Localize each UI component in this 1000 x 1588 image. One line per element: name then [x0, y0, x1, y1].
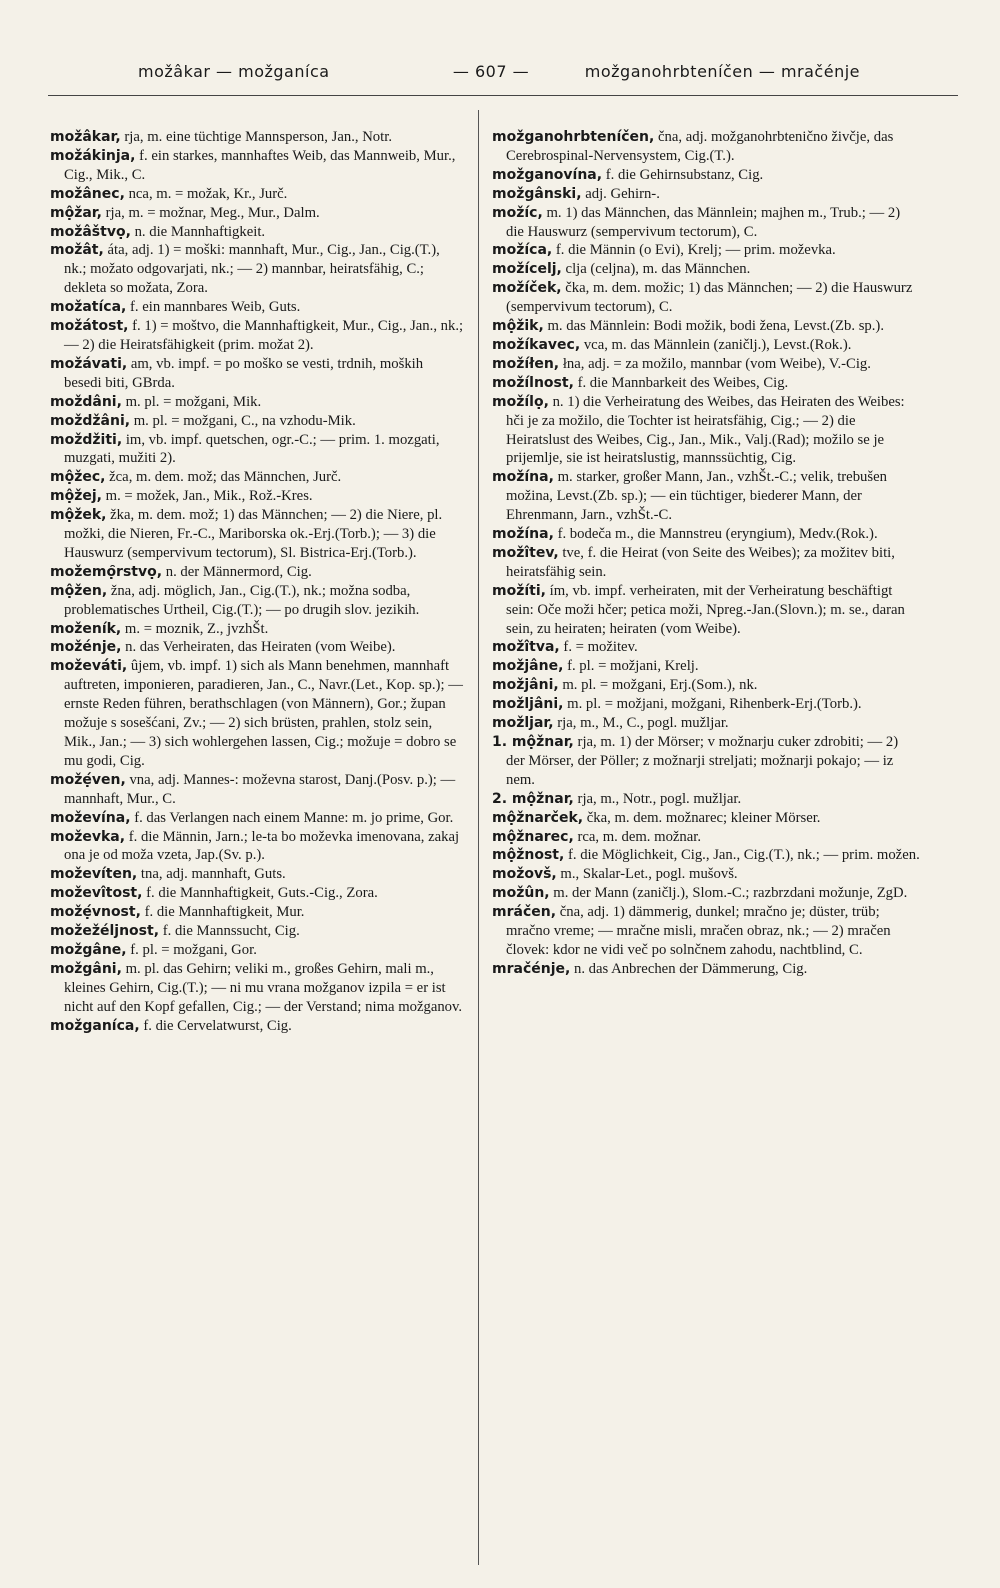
dictionary-entry — [50, 865, 464, 884]
dictionary-entry — [492, 714, 920, 733]
entry-headword: 1. mộžnar, — [492, 734, 574, 750]
entry-definition: m. 1) das Männchen, das Männlein; majhen m., Trub.; — 2) die Hauswurz (sempervivum tectorum), C. — [506, 204, 901, 240]
entry-headword: mộžec, — [50, 469, 106, 486]
header-right-guide-words: možganohrbteníčen — mračénje — [584, 62, 860, 81]
entry-definition: f. ein starkes, mannhaftes Weib, das Mannweib, Mur., Cig., Mik., C. — [64, 147, 456, 183]
entry-definition: im, vb. impf. quetschen, ogr.-C.; — prim. 1. mozgati, muzgati, mužiti 2). — [64, 431, 440, 467]
entry-definition: f. ein mannbares Weib, Guts. — [126, 299, 301, 316]
dictionary-entry — [492, 809, 920, 828]
entry-definition: f. die Mannbarkeit des Weibes, Cig. — [573, 374, 789, 391]
dictionary-entry — [50, 412, 464, 431]
entry-definition: n. das Anbrechen der Dämmerung, Cig. — [570, 960, 808, 977]
entry-headword: moževka, — [50, 828, 126, 845]
entry-definition: žca, m. dem. mož; das Männchen, Jurč. — [105, 469, 342, 486]
dictionary-entry — [492, 279, 920, 317]
entry-headword: mộžej, — [50, 488, 102, 505]
entry-definition: f. die Möglichkeit, Cig., Jan., Cig.(T.), nk.; — prim. možen. — [564, 847, 920, 864]
entry-headword: možîtva, — [492, 639, 560, 656]
header-rule — [48, 95, 958, 96]
entry-definition: f. pl. = možjani, Krelj. — [563, 658, 699, 675]
entry-headword: možẹ́vnost, — [50, 904, 141, 921]
dictionary-entry — [50, 563, 464, 582]
entry-headword: možgâni, — [50, 960, 122, 977]
dictionary-entry — [50, 809, 464, 828]
entry-headword: možjâne, — [492, 658, 564, 675]
entry-headword: možganohrbteníčen, — [492, 129, 655, 145]
entry-headword: možícelj, — [492, 261, 562, 278]
entry-headword: moždžiti, — [50, 431, 123, 448]
entry-headword: mračénje, — [492, 960, 571, 977]
entry-definition: čka, m. dem. možic; 1) das Männchen; — 2) die Hauswurz (sempervivum tectorum), C. — [506, 280, 913, 316]
entry-headword: možatíca, — [50, 299, 127, 316]
entry-definition: rca, m. dem. možnar. — [573, 828, 702, 845]
entry-definition: f. die Mannhaftigkeit, Mur. — [140, 904, 305, 921]
right-column — [492, 128, 920, 979]
dictionary-entry — [492, 865, 920, 884]
entry-headword: mộžen, — [50, 582, 108, 599]
entry-headword: možína, — [492, 469, 554, 486]
entry-definition: ûjem, vb. impf. 1) sich als Mann benehmen, mannhaft auftreten, imponieren, paradieren, Jan., C., Navr.(Let., Kop. sp.); — ernste Reden führen, berathschlagen (von Männern), Gor.; župan možuje s sosešćani, Zv.; — 2) sich brüsten, prahlen, stolz sein, Mik., Jan.; — 3) sich wohlergehen lassen, Cig.; možuje = dobro se mu godi, Cig. — [64, 658, 463, 769]
entry-headword: možânec, — [50, 185, 125, 202]
entry-definition: čna, adj. možganohrbtenično živčje, das Cerebrospinal-Nervensystem, Cig.(T.). — [506, 129, 894, 164]
dictionary-entry — [50, 487, 464, 506]
entry-definition: f. die Mannssucht, Cig. — [159, 923, 300, 940]
entry-headword: mộžar, — [50, 204, 102, 221]
entry-definition: rja, m. 1) der Mörser; v možnarju cuker zdrobiti; — 2) der Mörser, der Pöller; z možnarji streljati; možnarji pokajo; — iz nem. — [506, 734, 899, 788]
entry-headword: mộžnarec, — [492, 828, 574, 845]
page-number: — 607 — — [452, 62, 530, 81]
entry-definition: f. = možitev. — [559, 639, 638, 656]
entry-definition: f. die Männin, Jarn.; le-ta bo moževka imenovana, zakaj ona je od moža vzeta, Jap.(Sv. p.). — [64, 828, 460, 864]
entry-definition: m. pl. = možjani, možgani, Rihenberk-Erj.(Torb.). — [563, 696, 862, 713]
entry-headword: možíček, — [492, 280, 562, 297]
dictionary-entry — [50, 657, 464, 770]
entry-headword: možât, — [50, 242, 104, 259]
dictionary-entry — [492, 166, 920, 185]
dictionary-entry — [50, 582, 464, 620]
entry-headword: možîtev, — [492, 544, 559, 561]
dictionary-entry — [492, 128, 920, 166]
dictionary-entry — [50, 960, 464, 1017]
entry-headword: možljâni, — [492, 696, 564, 713]
entry-headword: možávati, — [50, 355, 128, 372]
entry-headword: moževíten, — [50, 866, 138, 883]
entry-definition: ím, vb. impf. verheiraten, mit der Verheiratung beschäftigt sein: Oče moži hčer; petica moži, Npreg.-Jan.(Slovn.); m. se., daran sein, zu heiraten; heiraten (vom Weibe). — [506, 582, 905, 637]
entry-headword: možganovína, — [492, 166, 603, 183]
entry-headword: moževáti, — [50, 658, 128, 675]
entry-headword: možežéljnost, — [50, 923, 160, 940]
entry-headword: možgânski, — [492, 185, 582, 202]
entry-headword: možíc, — [492, 204, 543, 221]
entry-definition: rja, m., M., C., pogl. mužljar. — [553, 715, 729, 732]
dictionary-entry — [50, 298, 464, 317]
dictionary-entry — [492, 638, 920, 657]
entry-definition: vca, m. das Männlein (zaničlj.), Levst.(Rok.). — [580, 336, 852, 353]
entry-definition: f. die Gehirnsubstanz, Cig. — [602, 166, 764, 183]
entry-definition: f. bodeča m., die Mannstreu (eryngium), Medv.(Rok.). — [553, 526, 878, 543]
entry-definition: m. pl. = možgani, C., na vzhodu-Mik. — [130, 412, 356, 429]
dictionary-entry — [50, 147, 464, 185]
entry-definition: tna, adj. mannhaft, Guts. — [137, 866, 286, 883]
entry-headword: možâštvọ, — [50, 223, 131, 240]
dictionary-entry — [50, 185, 464, 204]
entry-headword: mộžik, — [492, 318, 544, 335]
dictionary-entry — [492, 204, 920, 242]
entry-definition: f. pl. = možgani, Gor. — [126, 941, 257, 958]
entry-definition: m. das Männlein: Bodi možik, bodi žena, Levst.(Zb. sp.). — [543, 318, 884, 335]
entry-headword: možovš, — [492, 866, 557, 883]
entry-definition: čna, adj. 1) dämmerig, dunkel; mračno je; düster, trüb; mračno vreme; — mračne misli, mračen obraz, nk.; — 2) mračen človek: kdor ne vidi več po solnčnem zahodu, nachtblind, C. — [506, 904, 891, 958]
entry-headword: možganíca, — [50, 1017, 140, 1034]
entry-definition: rja, m. eine tüchtige Mannsperson, Jan., Notr. — [120, 129, 392, 145]
entry-definition: n. 1) die Verheiratung des Weibes, das Heiraten des Weibes: hči je za možilo, die Tochter ist heiratsfähig, Cig.; — 2) die Heiratslust des Weibes, Cig., Jan., Mik., Valj.(Rad); možilo se je prijemlje, sie ist heiratslustig, mannssüchtig, Cig. — [506, 393, 905, 467]
column-divider — [478, 110, 479, 1565]
entry-headword: moževína, — [50, 809, 131, 826]
dictionary-entry — [492, 657, 920, 676]
entry-definition: f. die Männin (o Evi), Krelj; — prim. moževka. — [552, 242, 836, 259]
dictionary-entry — [492, 903, 920, 960]
dictionary-entry — [492, 884, 920, 903]
dictionary-entry — [492, 733, 920, 790]
entry-definition: vna, adj. Mannes-: moževna starost, Danj.(Posv. p.); — mannhaft, Mur., C. — [64, 771, 456, 807]
entry-headword: mráčen, — [492, 904, 557, 921]
entry-headword: možljar, — [492, 715, 554, 732]
entry-headword: možénje, — [50, 639, 122, 656]
dictionary-entry — [492, 582, 920, 639]
entry-definition: f. die Cervelatwurst, Cig. — [139, 1017, 292, 1034]
dictionary-entry — [50, 771, 464, 809]
entry-headword: moževîtost, — [50, 885, 143, 902]
entry-definition: m. der Mann (zaničlj.), Slom.-C.; razbrzdani možunje, ZgD. — [549, 885, 908, 902]
entry-headword: možemọ̑rstvọ, — [50, 563, 163, 580]
dictionary-entry — [50, 1017, 464, 1036]
dictionary-entry — [492, 676, 920, 695]
dictionary-entry — [492, 846, 920, 865]
entry-headword: možâkar, — [50, 129, 121, 145]
dictionary-entry — [50, 884, 464, 903]
dictionary-entry — [50, 620, 464, 639]
entry-headword: možína, — [492, 526, 554, 543]
dictionary-entry — [492, 260, 920, 279]
entry-headword: mộžek, — [50, 507, 107, 524]
dictionary-entry — [492, 241, 920, 260]
entry-definition: áta, adj. 1) = moški: mannhaft, Mur., Cig., Jan., Cig.(T.), nk.; možato odgovarjati, nk.; — 2) mannbar, heiratsfähig, C.; dekleta so možata, Zora. — [64, 242, 440, 297]
entry-headword: možílọ, — [492, 393, 549, 410]
dictionary-entry — [50, 922, 464, 941]
dictionary-entry — [50, 317, 464, 355]
dictionary-entry — [492, 544, 920, 582]
entry-definition: n. die Mannhaftigkeit. — [130, 223, 266, 240]
entry-headword: možíłen, — [492, 355, 560, 372]
dictionary-entry — [50, 506, 464, 563]
dictionary-entry — [50, 128, 464, 147]
entry-definition: m. starker, großer Mann, Jan., vzhŠt.-C.; velik, trebušen možina, Levst.(Zb. sp.); — ein tüchtiger, biederer Mann, der Ehrenmann, Jarn., vzhŠt.-C. — [506, 469, 887, 524]
dictionary-entry — [492, 185, 920, 204]
entry-headword: moždâni, — [50, 393, 122, 410]
dictionary-entry — [50, 468, 464, 487]
dictionary-entry — [492, 317, 920, 336]
dictionary-entry — [492, 355, 920, 374]
entry-headword: moždžâni, — [50, 412, 131, 429]
entry-definition: clja (celjna), m. das Männchen. — [561, 261, 751, 278]
entry-headword: možjâni, — [492, 677, 559, 694]
entry-headword: mộžnost, — [492, 847, 565, 864]
entry-definition: tve, f. die Heirat (von Seite des Weibes); za možitev biti, heiratsfähig sein. — [506, 544, 895, 580]
entry-definition: m. pl. = možgani, Erj.(Som.), nk. — [558, 677, 758, 694]
dictionary-entry — [50, 223, 464, 242]
left-column — [50, 128, 464, 1036]
dictionary-entry — [492, 790, 920, 809]
entry-definition: f. das Verlangen nach einem Manne: m. jo prime, Gor. — [130, 809, 454, 826]
entry-headword: možíca, — [492, 242, 553, 259]
entry-headword: možẹ́ven, — [50, 771, 126, 788]
entry-headword: možákinja, — [50, 147, 136, 164]
entry-definition: łna, adj. = za možilo, mannbar (vom Weibe), V.-Cig. — [559, 355, 871, 372]
header-left-guide-words: možâkar — možganíca — [138, 62, 330, 81]
dictionary-entry — [492, 960, 920, 979]
dictionary-entry — [492, 374, 920, 393]
dictionary-entry — [50, 204, 464, 223]
dictionary-entry — [50, 393, 464, 412]
entry-definition: am, vb. impf. = po moško se vesti, trdnih, moških besedi biti, GBrda. — [64, 355, 424, 391]
entry-definition: rja, m., Notr., pogl. mužljar. — [573, 790, 742, 807]
dictionary-entry — [50, 941, 464, 960]
dictionary-entry — [492, 695, 920, 714]
entry-definition: n. der Männermord, Cig. — [162, 563, 312, 580]
dictionary-entry — [50, 828, 464, 866]
entry-definition: rja, m. = možnar, Meg., Mur., Dalm. — [101, 204, 320, 221]
dictionary-entry — [492, 468, 920, 525]
entry-headword: možátost, — [50, 318, 129, 335]
entry-headword: možíkavec, — [492, 336, 581, 353]
dictionary-entry — [50, 241, 464, 298]
dictionary-entry — [50, 355, 464, 393]
entry-headword: možíti, — [492, 582, 546, 599]
dictionary-entry — [50, 903, 464, 922]
entry-headword: možgâne, — [50, 941, 127, 958]
entry-headword: moženík, — [50, 620, 122, 637]
entry-definition: žna, adj. möglich, Jan., Cig.(T.), nk.; možna sodba, problematisches Urtheil, Cig.(T.); — po drugih slov. jezikih. — [64, 582, 420, 618]
entry-definition: m. pl. das Gehirn; veliki m., großes Gehirn, mali m., kleines Gehirn, Cig.(T.); — ni mu vrana možganov izpila = er ist nicht auf den Kopf gefallen, Cig.; — der Verstand; nima možganov. — [64, 960, 463, 1015]
entry-definition: žka, m. dem. mož; 1) das Männchen; — 2) die Niere, pl. možki, die Nieren, Fr.-C., Mariborska ok.-Erj.(Torb.); — 3) die Hauswurz (sempervivum tectorum), Sl. Bistrica-Erj.(Torb.). — [64, 507, 443, 561]
entry-definition: f. die Mannhaftigkeit, Guts.-Cig., Zora. — [142, 885, 378, 902]
entry-headword: 2. mộžnar, — [492, 790, 574, 807]
dictionary-entry — [492, 525, 920, 544]
entry-definition: m. = možek, Jan., Mik., Rož.-Kres. — [101, 488, 313, 505]
entry-definition: čka, m. dem. možnarec; kleiner Mörser. — [583, 809, 821, 826]
entry-definition: f. 1) = moštvo, die Mannhaftigkeit, Mur., Cig., Jan., nk.; — 2) die Heiratsfähigkeit (prim. možat 2). — [64, 318, 464, 353]
entry-definition: m. pl. = možgani, Mik. — [121, 393, 262, 410]
entry-headword: možílnost, — [492, 374, 574, 391]
entry-definition: m. = moznik, Z., jvzhŠt. — [121, 620, 269, 637]
dictionary-entry — [492, 393, 920, 469]
entry-headword: možûn, — [492, 885, 550, 902]
entry-headword: mộžnarček, — [492, 809, 584, 826]
dictionary-entry — [492, 336, 920, 355]
entry-definition: n. das Verheiraten, das Heiraten (vom Weibe). — [121, 639, 396, 656]
entry-definition: adj. Gehirn-. — [581, 185, 660, 202]
dictionary-entry — [492, 828, 920, 847]
dictionary-entry — [50, 638, 464, 657]
dictionary-entry — [50, 431, 464, 469]
entry-definition: nca, m. = možak, Kr., Jurč. — [124, 185, 288, 202]
entry-definition: m., Skalar-Let., pogl. mušovš. — [556, 866, 738, 883]
